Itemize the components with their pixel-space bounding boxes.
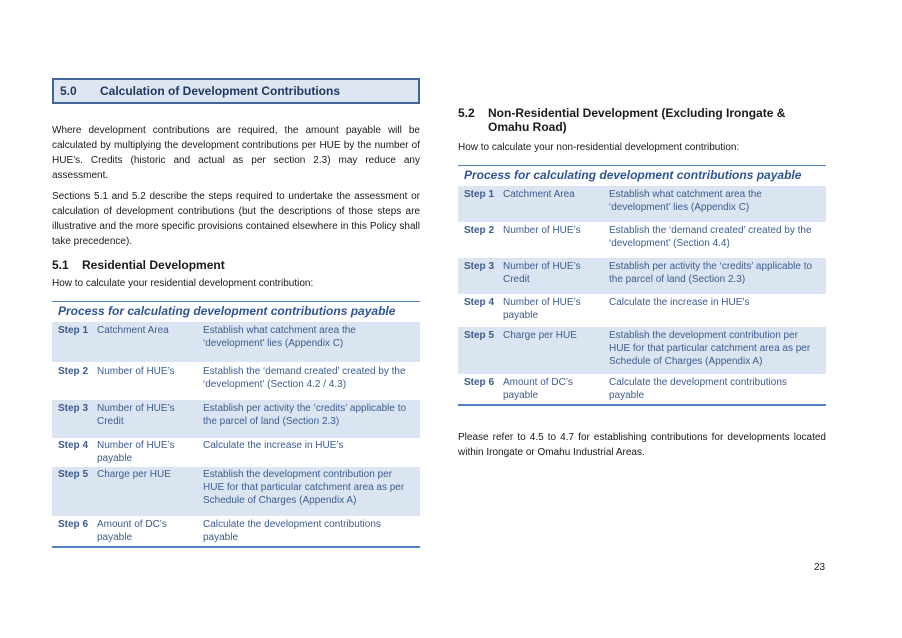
step-description: Establish the development contribution per HUE for that particular catchment area as per Schedule of Charges (Appendix A) [203,469,405,506]
step-label: Step 6 [464,377,495,388]
step-label: Step 4 [464,297,495,308]
table-row [458,327,826,374]
step-item: Number of HUE’s [97,366,175,377]
step-label: Step 1 [464,189,495,200]
step-label: Step 3 [58,403,89,414]
table-bottom-rule [52,546,420,548]
step-description: Calculate the increase in HUE’s [203,440,344,451]
table-bottom-rule [458,404,826,406]
left-column [52,78,420,548]
step-label: Step 5 [58,469,89,480]
step-description: Calculate the development contributions payable [609,377,787,401]
table-row [458,258,826,294]
step-item: Amount of DC’s payable [97,519,167,543]
table-row [52,322,420,362]
step-item: Charge per HUE [503,330,577,341]
residential-number: 5.1 [52,258,69,272]
residential-heading [52,258,420,272]
step-description: Establish the ‘demand created’ created by the ‘development’ (Section 4.2 / 4.3) [203,366,406,390]
step-item: Number of HUE’s payable [503,297,581,321]
table-row [458,374,826,404]
residential-table-title: Process for calculating development contributions payable [52,301,420,322]
right-column [458,106,826,460]
step-description: Establish per activity the ‘credits’ applicable to the parcel of land (Section 2.3) [203,403,407,427]
residential-title: Residential Development [82,258,225,272]
step-label: Step 2 [58,366,89,377]
step-description: Establish per activity the ‘credits’ applicable to the parcel of land (Section 2.3) [609,261,813,285]
table-row [52,438,420,467]
nonresidential-process-table [458,165,826,406]
step-item: Amount of DC’s payable [503,377,573,401]
intro-paragraph-2: Sections 5.1 and 5.2 describe the steps required to undertake the assessment or calculation of development contributions (but the descriptions of those steps are illustrative and the more specific provisions contained elsewhere in this Policy shall take precedence). [52,191,420,247]
nonresidential-intro: How to calculate your non-residential development contribution: [458,142,740,153]
step-label: Step 3 [464,261,495,272]
step-description: Establish the development contribution per HUE for that particular catchment area as per Schedule of Charges (Appendix A) [609,330,811,367]
section-number: 5.0 [60,84,77,98]
step-label: Step 6 [58,519,89,530]
step-item: Catchment Area [97,325,169,336]
nonresidential-heading [458,106,826,134]
nonresidential-note: Please refer to 4.5 to 4.7 for establishing contributions for developments located within Irongate or Omahu Industrial Areas. [458,432,826,458]
step-item: Number of HUE’s payable [97,440,175,464]
nonresidential-number: 5.2 [458,106,475,120]
step-description: Calculate the increase in HUE’s [609,297,750,308]
section-title: Calculation of Development Contributions [100,84,341,98]
step-item: Number of HUE’s Credit [503,261,581,285]
step-description: Calculate the development contributions payable [203,519,381,543]
table-row [458,294,826,327]
table-row [52,467,420,516]
section-heading-box [52,78,420,104]
page-number: 23 [814,562,826,573]
step-label: Step 1 [58,325,89,336]
step-label: Step 4 [58,440,89,451]
nonresidential-table-title: Process for calculating development contributions payable [458,165,826,186]
residential-process-table [52,301,420,548]
step-item: Charge per HUE [97,469,171,480]
nonresidential-title: Non-Residential Development (Excluding Irongate & Omahu Road) [488,106,786,134]
step-item: Catchment Area [503,189,575,200]
step-description: Establish the ‘demand created’ created by the ‘development’ (Section 4.4) [609,225,812,249]
intro-paragraph-1: Where development contributions are required, the amount payable will be calculated by multiplying the development contributions per HUE by the number of HUE’s. Credits (historic and actual as per section 2.3) may reduce any assessment. [52,125,420,181]
residential-intro: How to calculate your residential development contribution: [52,278,314,289]
step-item: Number of HUE’s Credit [97,403,175,427]
table-row [52,400,420,438]
table-row [52,362,420,400]
step-item: Number of HUE’s [503,225,581,236]
step-label: Step 5 [464,330,495,341]
step-description: Establish what catchment area the ‘development’ lies (Appendix C) [203,325,356,349]
step-label: Step 2 [464,225,495,236]
table-row [52,516,420,546]
table-row [458,222,826,258]
table-row [458,186,826,222]
step-description: Establish what catchment area the ‘development’ lies (Appendix C) [609,189,762,213]
